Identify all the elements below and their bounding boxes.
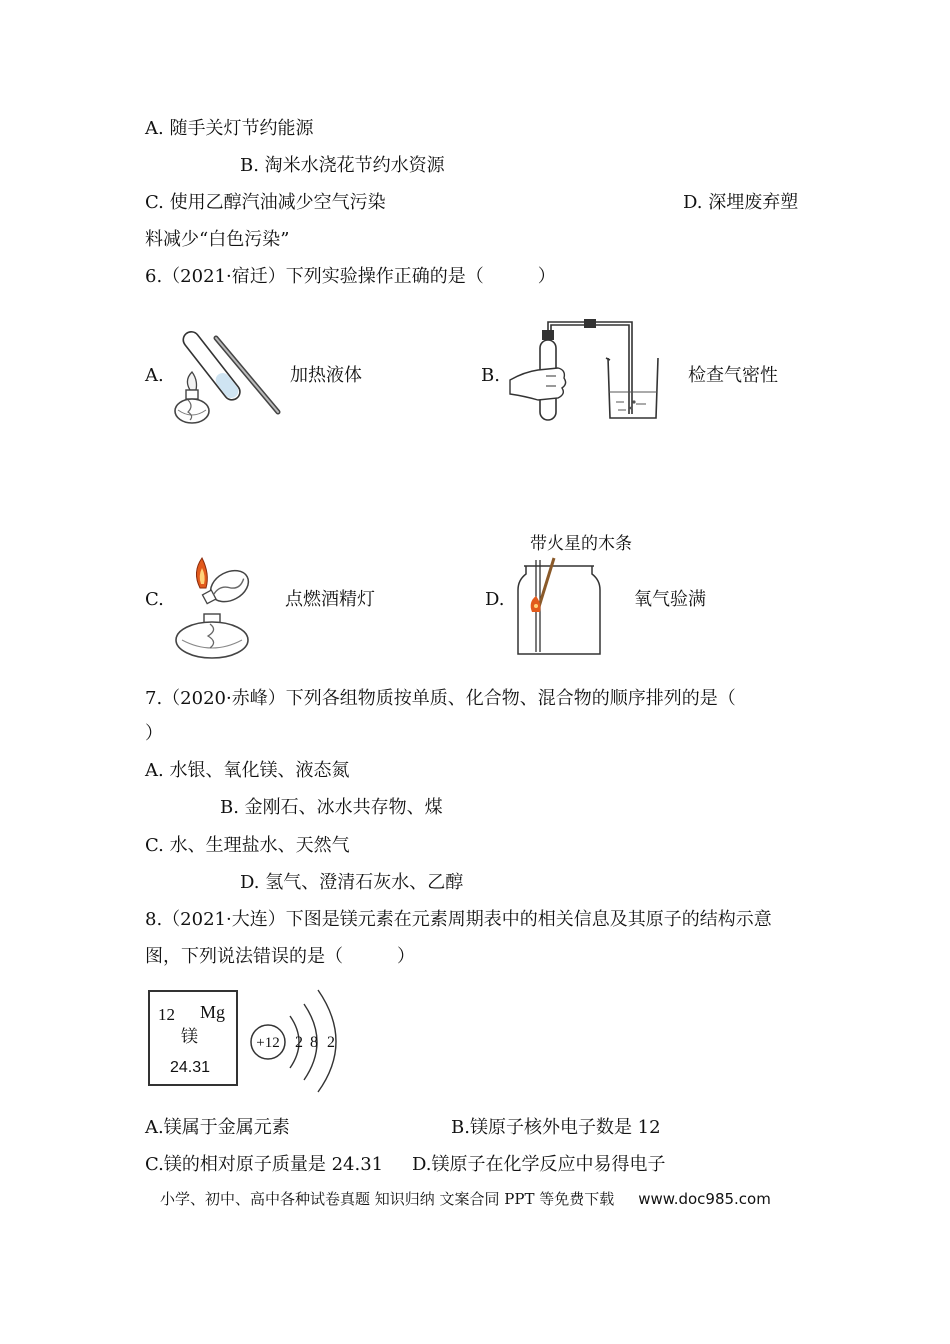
element-name: 镁	[181, 1027, 198, 1047]
q8-option-d: D.镁原子在化学反应中易得电子	[412, 1154, 666, 1175]
q6-d-letter: D.	[485, 589, 505, 610]
airtightness-check-figure	[508, 314, 668, 424]
heating-liquid-figure	[168, 316, 286, 428]
element-info-card	[148, 990, 240, 1088]
shell-1-electrons: 2	[295, 1034, 303, 1051]
q5-option-a: A. 随手关灯节约能源	[145, 118, 314, 139]
q8-stem: 8.（2021·大连）下图是镁元素在元素周期表中的相关信息及其原子的结构示意	[145, 909, 772, 930]
q5-option-b: B. 淘米水浇花节约水资源	[240, 155, 445, 176]
q5-option-d-continued: 料减少“白色污染”	[145, 229, 290, 250]
footer-text: 小学、初中、高中各种试卷真题 知识归纳 文案合同 PPT 等免费下载	[160, 1190, 615, 1208]
q7-stem: 7.（2020·赤峰）下列各组物质按单质、化合物、混合物的顺序排列的是（	[145, 688, 736, 709]
q6-b-text: 检查气密性	[688, 365, 778, 386]
q7-option-c: C. 水、生理盐水、天然气	[145, 835, 350, 856]
q6-stem: 6.（2021·宿迁）下列实验操作正确的是（ ）	[145, 266, 556, 287]
q6-d-text: 氧气验满	[634, 589, 706, 610]
q7-option-b: B. 金刚石、冰水共存物、煤	[220, 797, 443, 818]
atomic-structure-diagram	[248, 984, 366, 1094]
nucleus-charge: +12	[256, 1035, 280, 1051]
shell-2-electrons: 8	[310, 1034, 318, 1051]
q7-option-a: A. 水银、氧化镁、液态氮	[145, 760, 350, 781]
lighting-alcohol-lamp-figure	[164, 548, 268, 660]
footer-url[interactable]: www.doc985.com	[638, 1190, 771, 1208]
page-footer	[160, 1189, 771, 1209]
q6-c-letter: C.	[145, 589, 164, 610]
q8-option-b: B.镁原子核外电子数是 12	[451, 1117, 661, 1138]
q6-a-letter: A.	[145, 365, 164, 386]
atomic-mass: 24.31	[170, 1059, 211, 1076]
shell-3-electrons: 2	[327, 1034, 335, 1051]
q6-b-letter: B.	[481, 365, 500, 386]
q7-option-d: D. 氢气、澄清石灰水、乙醇	[240, 872, 464, 893]
element-symbol: Mg	[200, 1002, 226, 1022]
q5-option-c: C. 使用乙醇汽油减少空气污染	[145, 192, 386, 213]
oxygen-full-test-figure	[514, 530, 644, 656]
q5-option-d: D. 深埋废弃塑	[683, 192, 799, 213]
q6-c-text: 点燃酒精灯	[285, 589, 375, 610]
q8-option-c: C.镁的相对原子质量是 24.31	[145, 1154, 384, 1175]
q8-stem-continued: 图，下列说法错误的是（ ）	[145, 946, 415, 967]
q7-stem-continued: ）	[145, 723, 163, 744]
q8-option-a: A.镁属于金属元素	[145, 1117, 290, 1138]
q6-a-text: 加热液体	[290, 365, 362, 386]
burning-splint-label: 带火星的木条	[530, 534, 632, 554]
atomic-number: 12	[158, 1005, 175, 1024]
